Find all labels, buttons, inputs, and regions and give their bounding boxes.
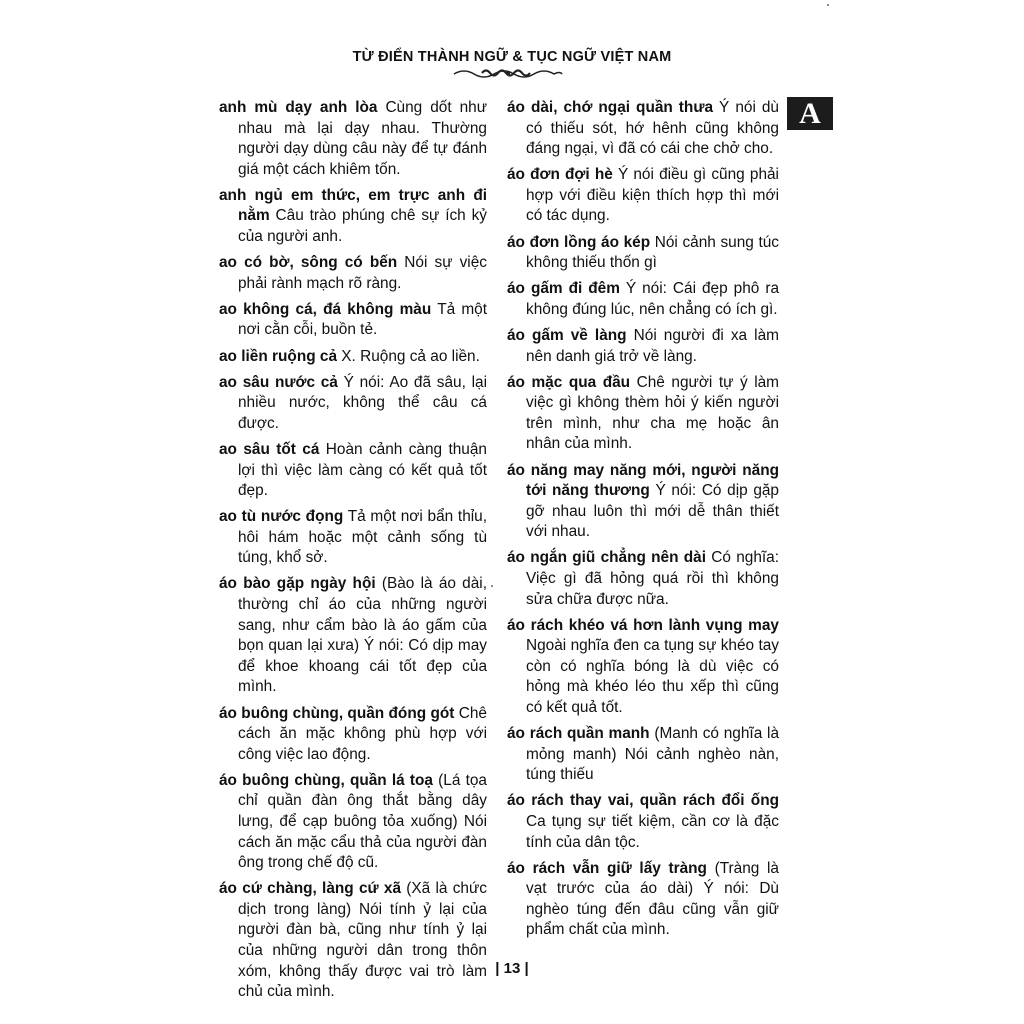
entry-definition: Ý nói điều gì cũng phải hợp với điều kiện thích hợp thì mới có tác dụng. xyxy=(526,166,779,225)
page-number: | 13 | xyxy=(495,960,529,977)
dictionary-entry xyxy=(507,165,779,227)
entry-headword: áo rách quần manh xyxy=(507,725,650,743)
dictionary-entry xyxy=(507,233,779,274)
dictionary-entry xyxy=(507,616,779,719)
decorative-flourish xyxy=(452,66,564,80)
entry-definition: (Tràng là vạt trước của áo dài) Ý nói: Dù nghèo túng đến đâu cũng vẫn giữ phẩm chất của mình. xyxy=(526,859,779,939)
entry-headword: áo ngắn giũ chẳng nên dài xyxy=(507,549,707,567)
dictionary-entry xyxy=(507,98,779,160)
entry-headword: áo đơn đợi hè xyxy=(507,166,613,184)
entry-definition: Ngoài nghĩa đen ca tụng sự khéo tay còn có nghĩa bóng là dù việc có hỏng mà khéo léo thu xếp thì cũng có kết quả tốt. xyxy=(526,637,779,717)
entry-definition: Tả một nơi cằn cỗi, buồn tẻ. xyxy=(238,300,488,339)
page-header: TỪ ĐIỂN THÀNH NGỮ & TỤC NGỮ VIỆT NAM xyxy=(352,49,672,65)
entry-headword: áo năng may năng mới, người năng tới năng thương xyxy=(507,461,779,500)
scan-speck xyxy=(827,4,829,6)
entry-headword: áo rách khéo vá hơn lành vụng may xyxy=(507,616,779,634)
dictionary-entry xyxy=(219,347,487,368)
entry-definition: Tả một nơi bẩn thỉu, hôi hám hoặc một cảnh sống tù túng, khổ sở. xyxy=(238,508,488,567)
entry-headword: áo đơn lồng áo kép xyxy=(507,233,651,251)
dictionary-entry xyxy=(219,771,487,874)
dictionary-entry xyxy=(219,440,487,502)
dictionary-entry xyxy=(219,373,487,435)
entry-headword: áo gấm đi đêm xyxy=(507,280,620,298)
dictionary-entry xyxy=(507,279,779,320)
dictionary-entry xyxy=(507,326,779,367)
dictionary-entry xyxy=(219,879,487,1003)
entry-definition: Câu trào phúng chê sự ích kỷ của người anh. xyxy=(238,207,487,246)
entry-definition: Hoàn cảnh càng thuận lợi thì việc làm càng có kết quả tốt đẹp. xyxy=(238,440,487,500)
dictionary-entry xyxy=(219,300,487,341)
scan-speck xyxy=(491,585,493,587)
entry-headword: ao sâu nước cả xyxy=(219,373,338,391)
entry-headword: ao không cá, đá không màu xyxy=(219,300,432,318)
entry-headword: ao sâu tốt cá xyxy=(219,440,320,458)
entry-headword: áo rách vẫn giữ lấy tràng xyxy=(507,859,707,877)
entry-definition: Ca tụng sự tiết kiệm, cần cơ là đặc tính của dân tộc. xyxy=(526,813,779,851)
dictionary-entry xyxy=(219,98,487,180)
entry-definition: (Lá tọa chỉ quần đàn ông thắt bằng dây lưng, để cạp buông tỏa xuống) Nói cách ăn mặc cẩu thả của người đàn ông trong chế độ cũ. xyxy=(238,771,487,872)
entry-definition: (Manh có nghĩa là mỏng manh) Nói cảnh nghèo nàn, túng thiếu xyxy=(526,725,780,784)
entry-definition: Nói người đi xa làm nên danh giá trở về làng. xyxy=(526,326,779,365)
entry-headword: áo buông chùng, quần đóng gót xyxy=(219,704,455,722)
dictionary-entry xyxy=(219,704,487,766)
entry-definition: Cùng dốt như nhau mà lại dạy nhau. Thường người dạy dùng câu này để tự đánh giá một cách khiêm tốn. xyxy=(238,99,487,178)
dictionary-entry xyxy=(507,461,779,543)
left-column xyxy=(219,98,487,1008)
entry-definition: Chê người tự ý làm việc gì không thèm hỏi ý kiến người trên mình, như cha mẹ hoặc ân nhân của mình. xyxy=(526,373,779,453)
entry-headword: áo bào gặp ngày hội xyxy=(219,575,376,593)
entry-definition: Chê cách ăn mặc không phù hợp với công việc lao động. xyxy=(238,704,487,763)
dictionary-entry xyxy=(507,548,779,610)
entry-definition: (Bào là áo dài, thường chỉ áo của những người sang, như cẩm bào là áo gấm của bọn quan lại xưa) Ý nói: Có dịp may để khoe khoang cái tốt đẹp của mình. xyxy=(238,575,487,696)
right-column xyxy=(507,98,779,947)
dictionary-entry xyxy=(507,791,779,853)
dictionary-entry xyxy=(219,253,487,294)
entry-headword: áo cứ chàng, làng cứ xã xyxy=(219,880,402,898)
entry-headword: áo rách thay vai, quần rách đổi ống xyxy=(507,792,779,810)
entry-headword: anh mù dạy anh lòa xyxy=(219,99,378,116)
entry-definition: Nói cảnh sung túc không thiếu thốn gì xyxy=(526,233,779,272)
entry-headword: áo gấm về làng xyxy=(507,326,627,344)
dictionary-entry xyxy=(507,373,779,455)
entry-headword: anh ngủ em thức, em trực anh đi nằm xyxy=(219,186,487,225)
entry-definition: Ý nói: Có dịp gặp gỡ nhau luôn thì mới dễ thân thiết với nhau. xyxy=(526,482,779,541)
dictionary-entry xyxy=(219,186,487,248)
entry-headword: ao liền ruộng cả xyxy=(219,347,338,365)
entry-headword: áo dài, chớ ngại quần thưa xyxy=(507,99,714,116)
dictionary-entry xyxy=(219,507,487,569)
dictionary-entry xyxy=(219,574,487,698)
entry-definition: Nói sự việc phải rành mạch rõ ràng. xyxy=(238,254,487,292)
dictionary-entry xyxy=(507,724,779,786)
entry-definition: Ý nói dù có thiếu sót, hớ hênh cũng không đáng ngại, vì đã có cái che chở cho. xyxy=(526,99,779,158)
entry-headword: áo buông chùng, quần lá toạ xyxy=(219,771,433,789)
entry-headword: ao tù nước đọng xyxy=(219,508,344,526)
entry-definition: Có nghĩa: Việc gì đã hỏng quá rồi thì không sửa chữa được nữa. xyxy=(526,549,779,608)
entry-definition: X. Ruộng cả ao liền. xyxy=(337,347,480,365)
section-letter-tab: A xyxy=(787,97,833,130)
entry-definition: Ý nói: Cái đẹp phô ra không đúng lúc, nên chẳng có ích gì. xyxy=(526,280,780,318)
dictionary-entry xyxy=(507,859,779,941)
entry-headword: áo mặc qua đầu xyxy=(507,373,631,391)
entry-definition: (Xã là chức dịch trong làng) Nói tính ỷ lại của người đàn bà, cũng như tính ỷ lại của những người dân trong thôn xóm, không thấy được vai trò làm chủ của mình. xyxy=(238,880,487,1001)
entry-definition: Ý nói: Ao đã sâu, lại nhiều nước, không thể câu cá được. xyxy=(238,373,487,432)
entry-headword: ao có bờ, sông có bến xyxy=(219,254,398,272)
